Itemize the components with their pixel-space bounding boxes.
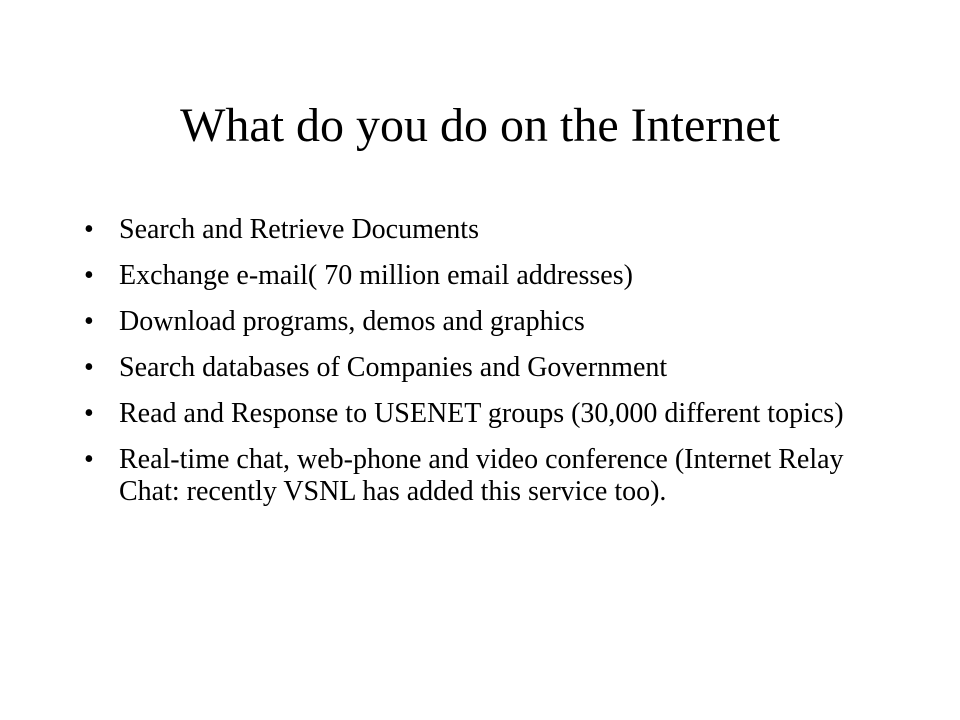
bullet-list	[84, 214, 904, 522]
bullet-text: Search and Retrieve Documents	[119, 214, 479, 245]
bullet-icon: •	[84, 398, 94, 429]
bullet-item	[84, 214, 904, 246]
bullet-text: Download programs, demos and graphics	[119, 306, 585, 337]
slide-title: What do you do on the Internet	[180, 99, 780, 152]
bullet-icon: •	[84, 260, 94, 291]
bullet-icon: •	[84, 444, 94, 475]
bullet-item	[84, 260, 904, 292]
bullet-icon: •	[84, 306, 94, 337]
bullet-text: Real-time chat, web-phone and video conference (Internet Relay Chat: recently VSNL has added this service too).	[119, 444, 844, 507]
bullet-icon: •	[84, 352, 94, 383]
bullet-text: Search databases of Companies and Government	[119, 352, 668, 383]
bullet-item	[84, 306, 904, 338]
bullet-item	[84, 398, 904, 430]
bullet-item	[84, 352, 904, 384]
bullet-text: Exchange e-mail( 70 million email addresses)	[119, 260, 633, 291]
bullet-text: Read and Response to USENET groups (30,000 different topics)	[119, 398, 844, 429]
bullet-icon: •	[84, 214, 94, 245]
bullet-item	[84, 444, 904, 508]
